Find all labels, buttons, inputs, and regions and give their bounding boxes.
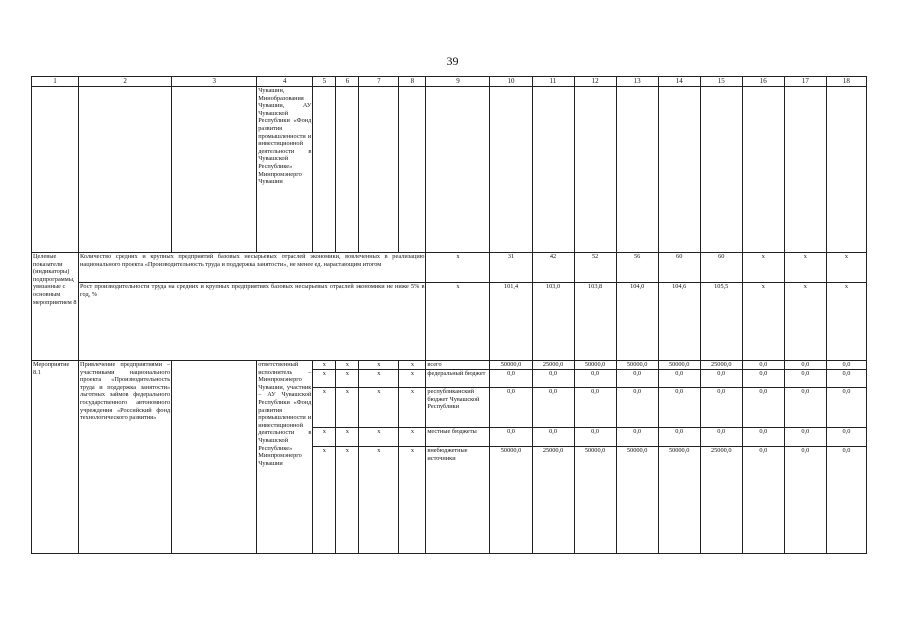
funding-value: 0,0 (574, 370, 616, 388)
funding-value: 50000,0 (616, 447, 658, 554)
column-header: 4 (257, 77, 313, 87)
funding-source: республиканский бюджет Чувашской Республики (426, 388, 490, 428)
x-mark: x (359, 447, 399, 554)
column-header: 5 (313, 77, 336, 87)
funding-value: 0,0 (574, 388, 616, 428)
x-mark: x (399, 370, 426, 388)
x-mark: x (313, 388, 336, 428)
funding-value: 0,0 (742, 447, 784, 554)
funding-value: 0,0 (742, 361, 784, 370)
funding-value: 0,0 (532, 388, 574, 428)
indicator-value: 104,6 (658, 283, 700, 361)
funding-source: внебюджетные источники (426, 447, 490, 554)
funding-row (32, 361, 867, 370)
funding-value: 0,0 (784, 388, 826, 428)
column-header: 12 (574, 77, 616, 87)
x-mark: x (313, 361, 336, 370)
column-header: 9 (426, 77, 490, 87)
x-mark: x (313, 370, 336, 388)
header-row (32, 77, 867, 87)
column-header: 1 (32, 77, 79, 87)
indicator-cell: x (784, 253, 826, 283)
column-header: 15 (700, 77, 742, 87)
funding-value: 0,0 (826, 370, 866, 388)
indicator-cell: x (742, 283, 784, 361)
x-mark: x (336, 388, 359, 428)
funding-source: всего (426, 361, 490, 370)
column-header: 14 (658, 77, 700, 87)
column-header: 18 (826, 77, 866, 87)
column-header: 11 (532, 77, 574, 87)
x-mark: x (336, 370, 359, 388)
x-mark: x (359, 428, 399, 447)
x-mark: x (313, 447, 336, 554)
funding-value: 25000,0 (700, 361, 742, 370)
funding-value: 0,0 (700, 388, 742, 428)
funding-value: 0,0 (490, 370, 532, 388)
column-header: 17 (784, 77, 826, 87)
indicator-cell: x (426, 253, 490, 283)
x-mark: x (336, 447, 359, 554)
funding-value: 25000,0 (700, 447, 742, 554)
funding-value: 0,0 (742, 428, 784, 447)
funding-value: 25000,0 (532, 361, 574, 370)
indicator-value: 52 (574, 253, 616, 283)
funding-value: 50000,0 (490, 447, 532, 554)
funding-value: 0,0 (700, 428, 742, 447)
funding-value: 0,0 (742, 370, 784, 388)
x-mark: x (399, 428, 426, 447)
x-mark: x (399, 361, 426, 370)
funding-value: 50000,0 (490, 361, 532, 370)
x-mark: x (359, 370, 399, 388)
column-header: 6 (336, 77, 359, 87)
indicators-label: Целевые показатели (индикаторы) подпрограммы, увязанные с основным мероприятием 8 (32, 253, 79, 361)
funding-value: 50000,0 (574, 447, 616, 554)
funding-value: 0,0 (784, 361, 826, 370)
measure-label: Мероприятие 8.1 (32, 361, 79, 554)
funding-value: 0,0 (826, 361, 866, 370)
x-mark: x (399, 447, 426, 554)
funding-value: 0,0 (574, 428, 616, 447)
program-table (31, 76, 867, 554)
funding-value: 25000,0 (532, 447, 574, 554)
indicator-row (32, 283, 867, 361)
funding-value: 0,0 (532, 428, 574, 447)
funding-value: 0,0 (532, 370, 574, 388)
x-mark: x (336, 361, 359, 370)
indicator-value: 103,8 (574, 283, 616, 361)
column-header: 13 (616, 77, 658, 87)
indicator-cell: x (426, 283, 490, 361)
column-header: 8 (399, 77, 426, 87)
funding-value: 50000,0 (658, 361, 700, 370)
funding-value: 0,0 (826, 447, 866, 554)
funding-value: 0,0 (490, 428, 532, 447)
continuation-executors: Чукашин, Минобразования Чувашии, АУ Чувашской Республики «Фонд развития промышленности и инвестиционной деятельности в Чувашской Республике» Минпромэнерго Чувашии (257, 87, 313, 253)
funding-value: 0,0 (826, 388, 866, 428)
indicator-value: 31 (490, 253, 532, 283)
indicator-value: 42 (532, 253, 574, 283)
funding-value: 0,0 (784, 370, 826, 388)
funding-value: 50000,0 (658, 447, 700, 554)
funding-value: 0,0 (784, 428, 826, 447)
funding-value: 0,0 (658, 428, 700, 447)
measure-description: Привлечение предприятиями – участниками национального проекта «Производительность труда и поддержка занятости» льготных займов федерального государственного автономного учреждения «Российский фонд технологического развития» (79, 361, 172, 554)
funding-value: 50000,0 (574, 361, 616, 370)
funding-source: федеральный бюджет (426, 370, 490, 388)
indicator-cell: x (826, 283, 866, 361)
funding-value: 0,0 (700, 370, 742, 388)
funding-value: 0,0 (490, 388, 532, 428)
page-number: 39 (446, 54, 459, 68)
indicator-text: Количество средних и крупных предприятий базовых несырьевых отраслей экономики, вовлеченных в реализацию национального проекта «Производительность труда и поддержка занятости», не менее ед. нарастающим итогом (79, 253, 426, 283)
indicator-text: Рост производительности труда на средних и крупных предприятиях базовых несырьевых отраслей экономики не ниже 5% в год, % (79, 283, 426, 361)
funding-value: 0,0 (658, 370, 700, 388)
funding-value: 0,0 (658, 388, 700, 428)
column-header: 10 (490, 77, 532, 87)
column-header: 2 (79, 77, 172, 87)
funding-value: 0,0 (616, 370, 658, 388)
indicator-row (32, 253, 867, 283)
column-header: 16 (742, 77, 784, 87)
indicator-cell: x (784, 283, 826, 361)
indicator-value: 56 (616, 253, 658, 283)
x-mark: x (359, 388, 399, 428)
indicator-value: 105,5 (700, 283, 742, 361)
funding-value: 0,0 (742, 388, 784, 428)
funding-value: 0,0 (616, 428, 658, 447)
measure-executors: ответственный исполнитель – Минпромэнерго Чувашии, участник – АУ Чувашской Республики «Фонд развития промышленности и инвестиционной деятельности в Чувашской Республике» Минпромэнерго Чувашии (257, 361, 313, 554)
indicator-cell: x (742, 253, 784, 283)
funding-value: 0,0 (826, 428, 866, 447)
x-mark: x (313, 428, 336, 447)
column-header: 7 (359, 77, 399, 87)
indicator-cell: x (826, 253, 866, 283)
funding-value: 0,0 (616, 388, 658, 428)
indicator-value: 60 (700, 253, 742, 283)
indicator-value: 101,4 (490, 283, 532, 361)
indicator-value: 60 (658, 253, 700, 283)
x-mark: x (399, 388, 426, 428)
indicator-value: 104,0 (616, 283, 658, 361)
continuation-row (32, 87, 867, 253)
funding-source: местные бюджеты (426, 428, 490, 447)
column-header: 3 (172, 77, 257, 87)
funding-value: 50000,0 (616, 361, 658, 370)
indicator-value: 103,0 (532, 283, 574, 361)
x-mark: x (336, 428, 359, 447)
x-mark: x (359, 361, 399, 370)
funding-value: 0,0 (784, 447, 826, 554)
